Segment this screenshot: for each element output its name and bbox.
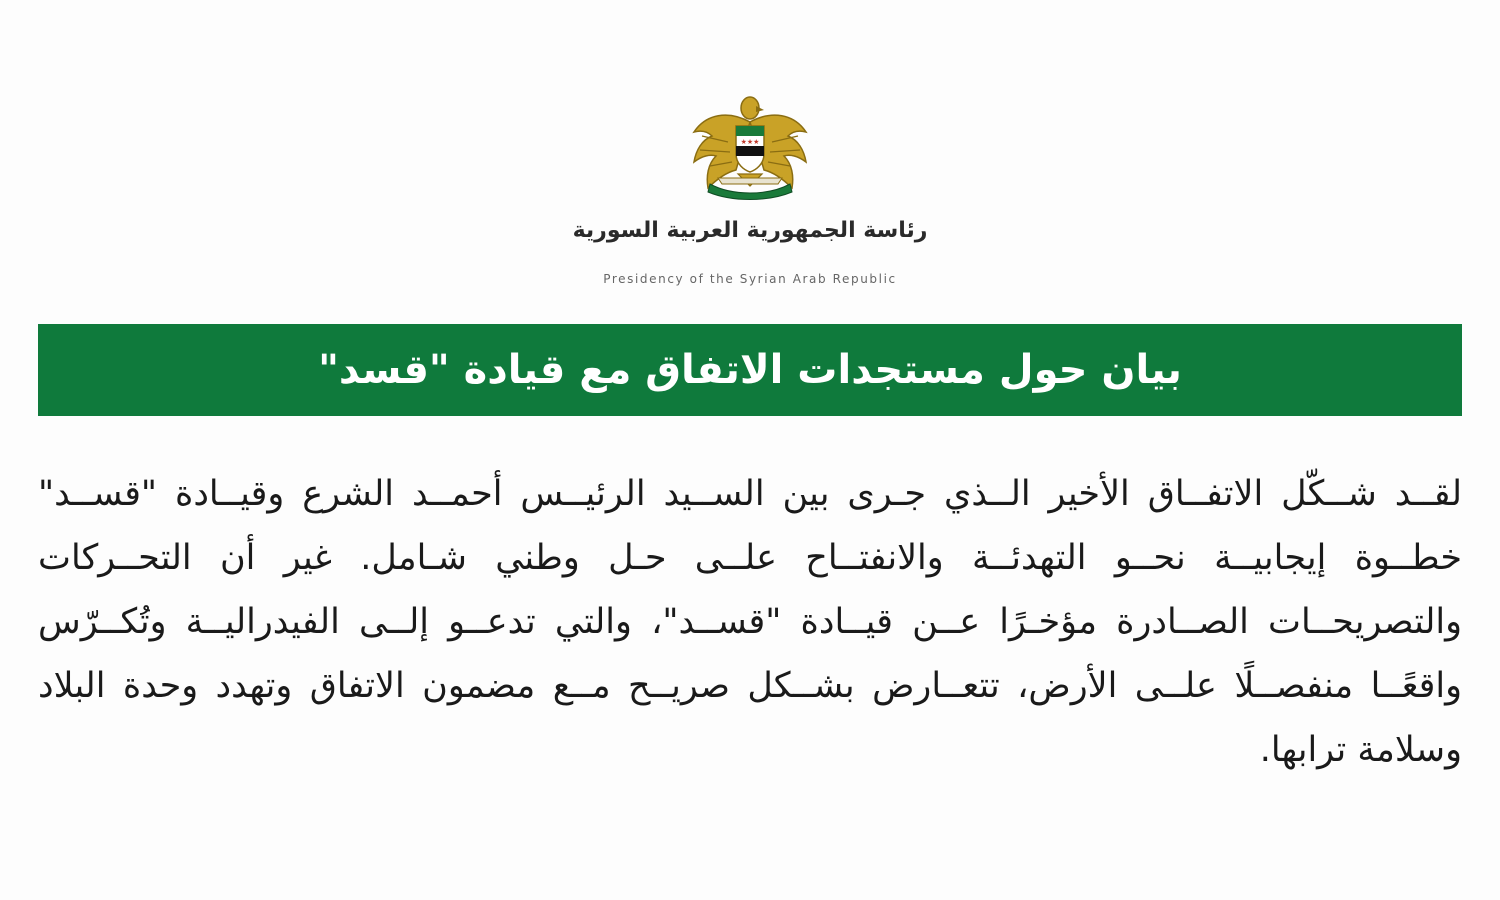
organization-name-arabic: رئاسة الجمهورية العربية السورية <box>572 218 928 243</box>
statement-body: لقــد شــكّل الاتفــاق الأخير الــذي جـرى بين الســيد الرئيــس أحمــد الشرع وقيــادة "قســد" خطــوة إيجابيــة نحــو التهدئــة والانفتــاح علــى حـل وطني شـامل. غير أن التحــركات والتصريحــات الصــادرة مؤخـرًا عــن قيــادة "قســد"، والتي تدعــو إلــى الفيدراليــة وتُكــرّس واقعًــا منفصــلًا علــى الأرض، تتعــارض بشــكل صريــح مــع مضمون الاتفاق وتهدد وحدة البلاد وسلامة ترابها. <box>38 474 1462 770</box>
svg-text:★★★: ★★★ <box>740 138 760 146</box>
syrian-eagle-emblem-icon <box>688 92 812 202</box>
organization-name-english: Presidency of the Syrian Arab Republic <box>603 272 897 286</box>
statement-title: بيان حول مستجدات الاتفاق مع قيادة "قسد" <box>318 347 1182 393</box>
title-banner <box>38 324 1462 416</box>
